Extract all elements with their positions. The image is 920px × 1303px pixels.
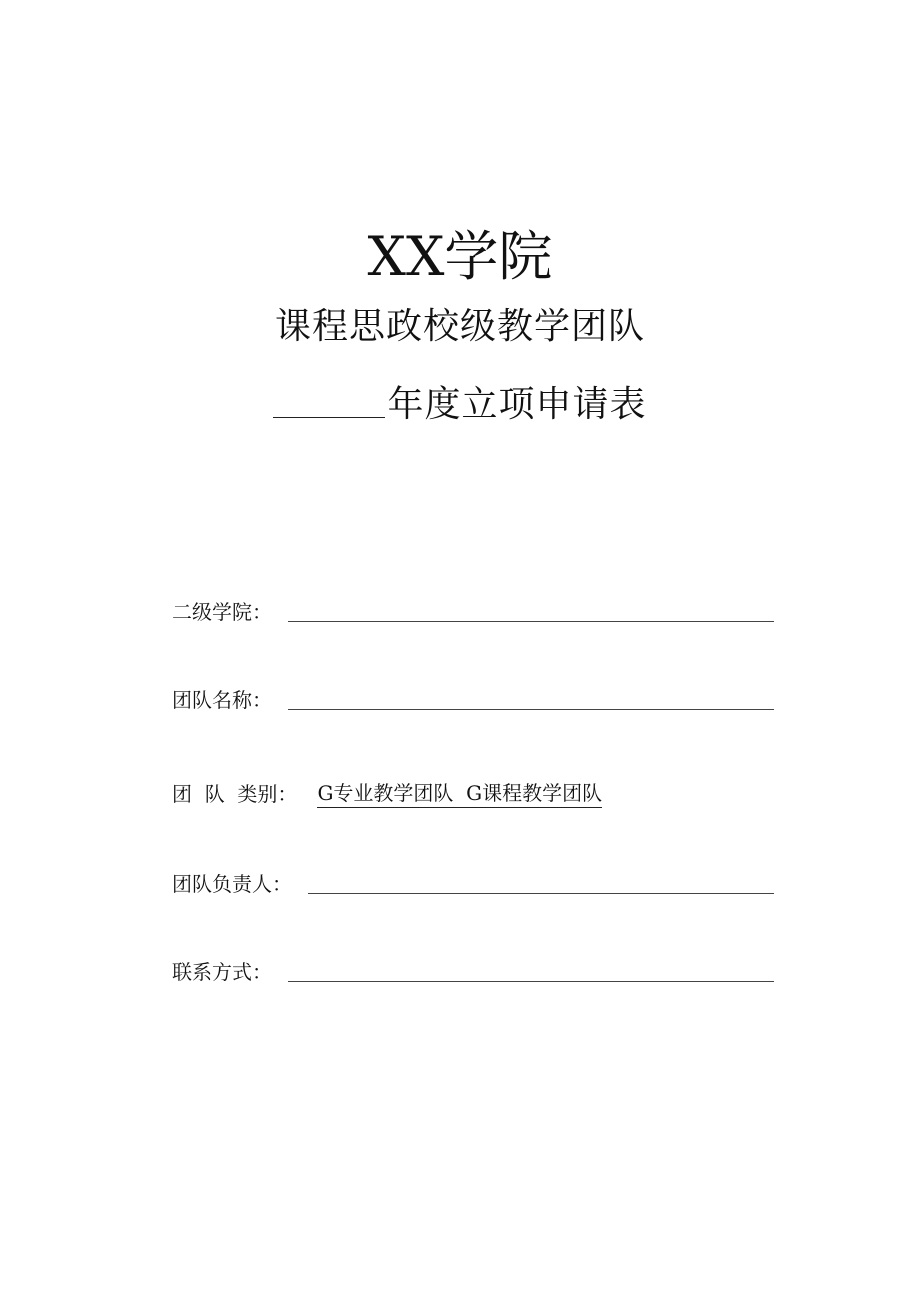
team-type-field (172, 776, 774, 808)
institution-title: XX学院 (367, 225, 553, 288)
team-leader-field (172, 866, 774, 898)
team-name-field (172, 682, 774, 714)
team-leader-label: 团队负责人： (172, 872, 292, 896)
team-leader-input-line[interactable] (308, 871, 774, 894)
year-title-line (0, 380, 920, 430)
form-subtitle: 课程思政校级教学团队 (274, 306, 645, 347)
college-field (172, 594, 774, 626)
year-blank-line[interactable] (273, 381, 385, 418)
team-name-input-line[interactable] (288, 687, 774, 710)
team-type-options[interactable]: G专业教学团队 G课程教学团队 (317, 779, 602, 808)
contact-label: 联系方式： (172, 960, 272, 984)
college-input-line[interactable] (288, 599, 774, 622)
contact-input-line[interactable] (288, 959, 774, 982)
team-name-label: 团队名称： (172, 688, 272, 712)
contact-field (172, 954, 774, 986)
team-type-label: 团 队 类别： (172, 782, 298, 806)
college-label: 二级学院： (172, 600, 272, 624)
year-title-text: 年度立项申请表 (387, 384, 647, 425)
